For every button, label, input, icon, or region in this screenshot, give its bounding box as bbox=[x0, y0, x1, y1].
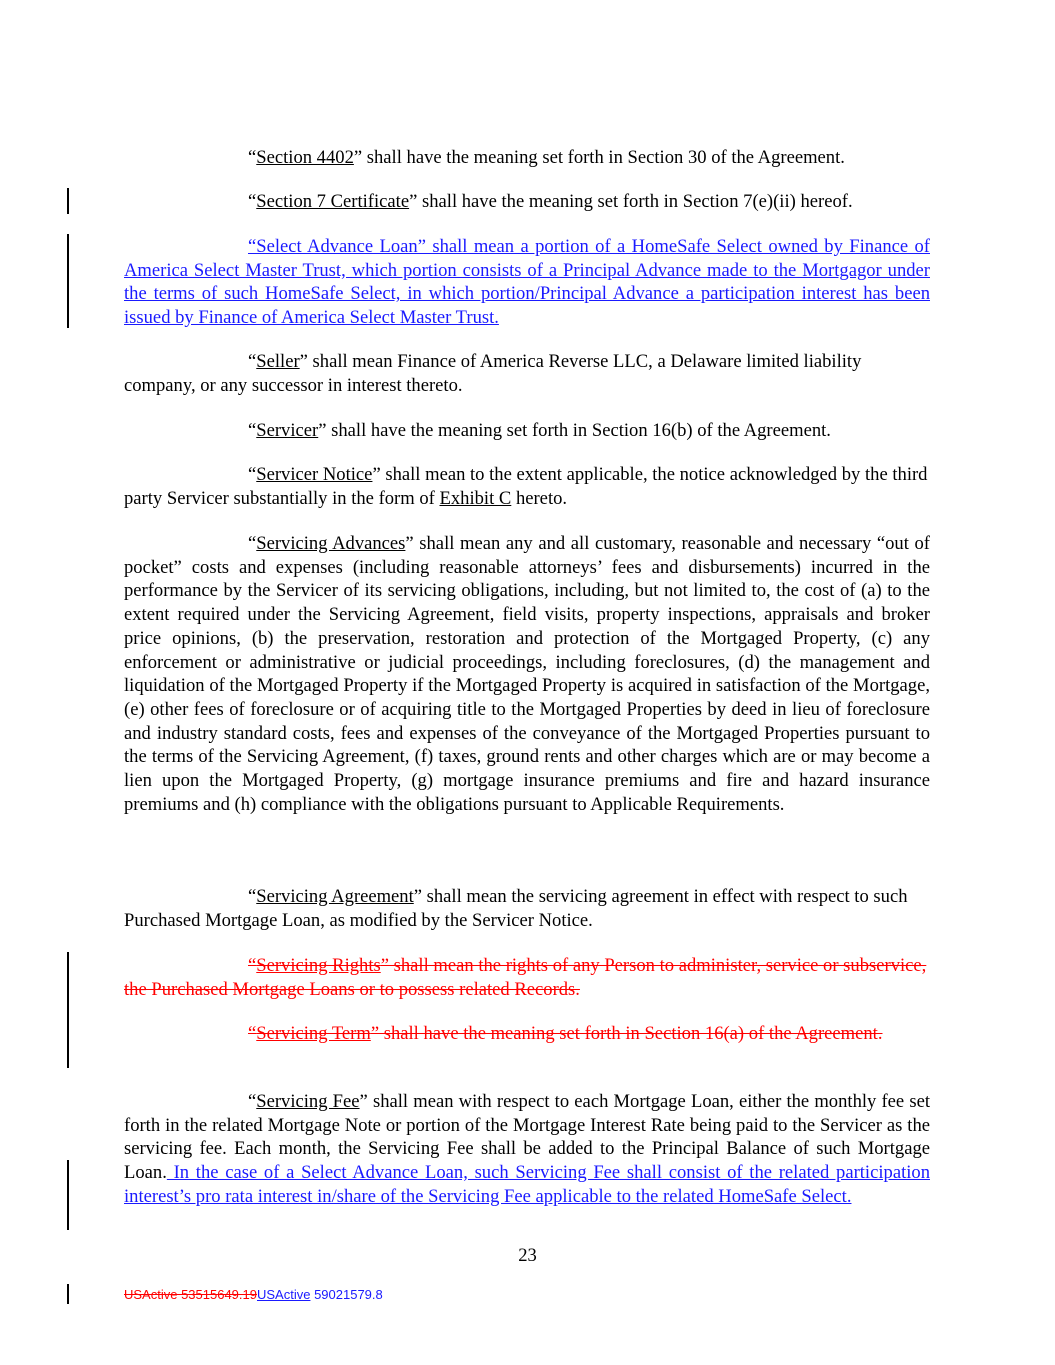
defined-term: Servicing Advances bbox=[256, 533, 406, 554]
deleted-text: ” shall mean the rights of any Person to administer, service or subservice, the Purchased Mortgage Loans or to possess related Records. bbox=[124, 955, 927, 1000]
definition-seller: “Seller” shall mean Finance of America Reverse LLC, a Delaware limited liability company, or any successor in interest thereto. bbox=[124, 351, 862, 396]
definition-text-tail: hereto. bbox=[511, 487, 568, 509]
definition-text: ” shall mean any and all customary, reasonable and necessary “out of pocket” costs and expenses (including reasonable attorneys’ fees and disbursements) incurred in the performance by the Servicer of its servicing obligations, including, but not limited to, the cost of (a) to the extent required under the Servicing Agreement, field visits, property inspections, appraisals and broker price opinions, (b) the preservation, restoration and protection of the Mortgaged Property, (c) any enforcement or administrative or judicial proceedings, including foreclosures, (d) the management and liquidation of the Mortgaged Property if the Mortgaged Property is acquired in satisfaction of the Mortgage, (e) other fees of foreclosure or of acquiring title to the Mortgaged Properties by deed in lieu of foreclosure and industry standard costs, fees and expenses of the conveyance of the Mortgaged Properties pursuant to the terms of the Servicing Agreement, (f) taxes, ground rents and other charges which are or may become a lien upon the Mortgaged Property, (g) mortgage insurance premiums and fire and hazard insurance premiums and (h) compliance with the obligations pursuant to Applicable Requirements. bbox=[124, 533, 930, 815]
defined-term: Servicing Fee bbox=[256, 1091, 360, 1112]
definition-text: ” shall have the meaning set forth in Section 7(e)(ii) hereof. bbox=[409, 191, 853, 212]
change-bar bbox=[67, 992, 69, 1068]
change-bar bbox=[67, 1160, 69, 1230]
document-footer bbox=[124, 1287, 383, 1302]
definition-text: ” shall mean the servicing agreement in effect with respect to such Purchased Mortgage Loan, as modified by the Servicer Notice. bbox=[124, 886, 908, 931]
deleted-term: Servicing Rights bbox=[256, 955, 381, 976]
deleted-text: ” shall have the meaning set forth in Section 16(a) of the Agreement. bbox=[370, 1023, 883, 1044]
inserted-text: In the case of a Select Advance Loan, such Servicing Fee shall consist of the related participation interest’s pro rata interest in/share of the Servicing Fee applicable to the related HomeSafe Select. bbox=[124, 1162, 930, 1207]
defined-term: Servicer bbox=[256, 420, 319, 441]
definition-servicer-notice: “Servicer Notice” shall mean to the extent applicable, the notice acknowledged by the third party Servicer substantially in the form of Exhibit C hereto. bbox=[124, 464, 928, 509]
definition-text: ” shall have the meaning set forth in Section 16(b) of the Agreement. bbox=[318, 420, 831, 441]
inserted-text: “Select Advance Loan” shall mean a portion of a HomeSafe Select owned by Finance of America Select Master Trust, which portion consists of a Principal Advance made to the Mortgagor under the terms of such HomeSafe Select, in which portion/Principal Advance a participation interest has been issued by Finance of America Select Master Trust. bbox=[124, 236, 930, 329]
footer-deleted-id: USActive 53515649.19 bbox=[124, 1287, 257, 1302]
definition-servicing-rights-deleted: “Servicing Rights” shall mean the rights of any Person to administer, service or subservice, the Purchased Mortgage Loans or to possess related Records. bbox=[124, 955, 927, 1000]
definition-section-7-certificate: “Section 7 Certificate” shall have the meaning set forth in Section 7(e)(ii) hereof. bbox=[248, 191, 853, 212]
change-bar bbox=[67, 234, 69, 328]
definition-text: ” shall mean Finance of America Reverse LLC, a Delaware limited liability company, or any successor in interest thereto. bbox=[124, 351, 862, 396]
definition-text: ” shall mean to the extent applicable, the notice acknowledged by the third party Servicer substantially in the form of bbox=[124, 464, 928, 509]
defined-term: Servicer Notice bbox=[256, 464, 373, 485]
defined-term: Section 4402 bbox=[256, 147, 354, 168]
change-bar bbox=[67, 1284, 69, 1304]
definition-text: ” shall have the meaning set forth in Section 30 of the Agreement. bbox=[353, 147, 845, 168]
defined-term: Servicing Agreement bbox=[256, 886, 414, 907]
definition-servicing-fee: “Servicing Fee” shall mean with respect to each Mortgage Loan, either the monthly fee set forth in the related Mortgage Note or portion of the Mortgage Interest Rate being paid to the Servicer as the servicing fee. Each month, the Servicing Fee shall be added to the Principal Balance of such Mortgage Loan. In the case of a Select Advance Loan, such Servicing Fee shall consist of the related participation interest’s pro rata interest in/share of the Servicing Fee applicable to the related HomeSafe Select. bbox=[124, 1091, 930, 1207]
defined-term: Seller bbox=[256, 351, 300, 372]
footer-doc-id: 59021579.8 bbox=[310, 1287, 383, 1302]
footer-inserted-label: USActive bbox=[256, 1287, 311, 1302]
definition-servicing-advances: “Servicing Advances” shall mean any and all customary, reasonable and necessary “out of pocket” costs and expenses (including reasonable attorneys’ fees and disbursements) incurred in the performance by the Servicer of its servicing obligations, including, but not limited to, the cost of (a) to the extent required under the Servicing Agreement, field visits, property inspections, appraisals and broker price opinions, (b) the preservation, restoration and protection of the Mortgaged Property, (c) any enforcement or administrative or judicial proceedings, including foreclosures, (d) the management and liquidation of the Mortgaged Property if the Mortgaged Property is acquired in satisfaction of the Mortgage, (e) other fees of foreclosure or of acquiring title to the Mortgaged Properties by deed in lieu of foreclosure and industry standard costs, fees and expenses of the conveyance of the Mortgaged Properties pursuant to the terms of the Servicing Agreement, (f) taxes, ground rents and other charges which are or may become a lien upon the Mortgaged Property, (g) mortgage insurance premiums and fire and hazard insurance premiums and (h) compliance with the obligations pursuant to Applicable Requirements. bbox=[124, 533, 930, 815]
definition-servicer: “Servicer” shall have the meaning set forth in Section 16(b) of the Agreement. bbox=[248, 420, 831, 441]
exhibit-reference: Exhibit C bbox=[439, 487, 512, 509]
definition-section-4402: “Section 4402” shall have the meaning set forth in Section 30 of the Agreement. bbox=[248, 147, 845, 168]
definition-text: ” shall mean with respect to each Mortgage Loan, either the monthly fee set forth in the related Mortgage Note or portion of the Mortgage Interest Rate being paid to the Servicer as the servicing fee. Each month, the Servicing Fee shall be added to the Principal Balance of such Mortgage Loan. bbox=[124, 1091, 930, 1184]
definition-servicing-agreement: “Servicing Agreement” shall mean the servicing agreement in effect with respect to such Purchased Mortgage Loan, as modified by the Servicer Notice. bbox=[124, 886, 908, 931]
change-bar bbox=[67, 188, 69, 214]
defined-term: Section 7 Certificate bbox=[256, 191, 410, 212]
page-number: 23 bbox=[518, 1245, 537, 1266]
definition-servicing-term-deleted: “Servicing Term” shall have the meaning set forth in Section 16(a) of the Agreement. bbox=[248, 1023, 883, 1044]
deleted-term: Servicing Term bbox=[256, 1023, 371, 1044]
definition-select-advance-loan bbox=[124, 235, 930, 330]
